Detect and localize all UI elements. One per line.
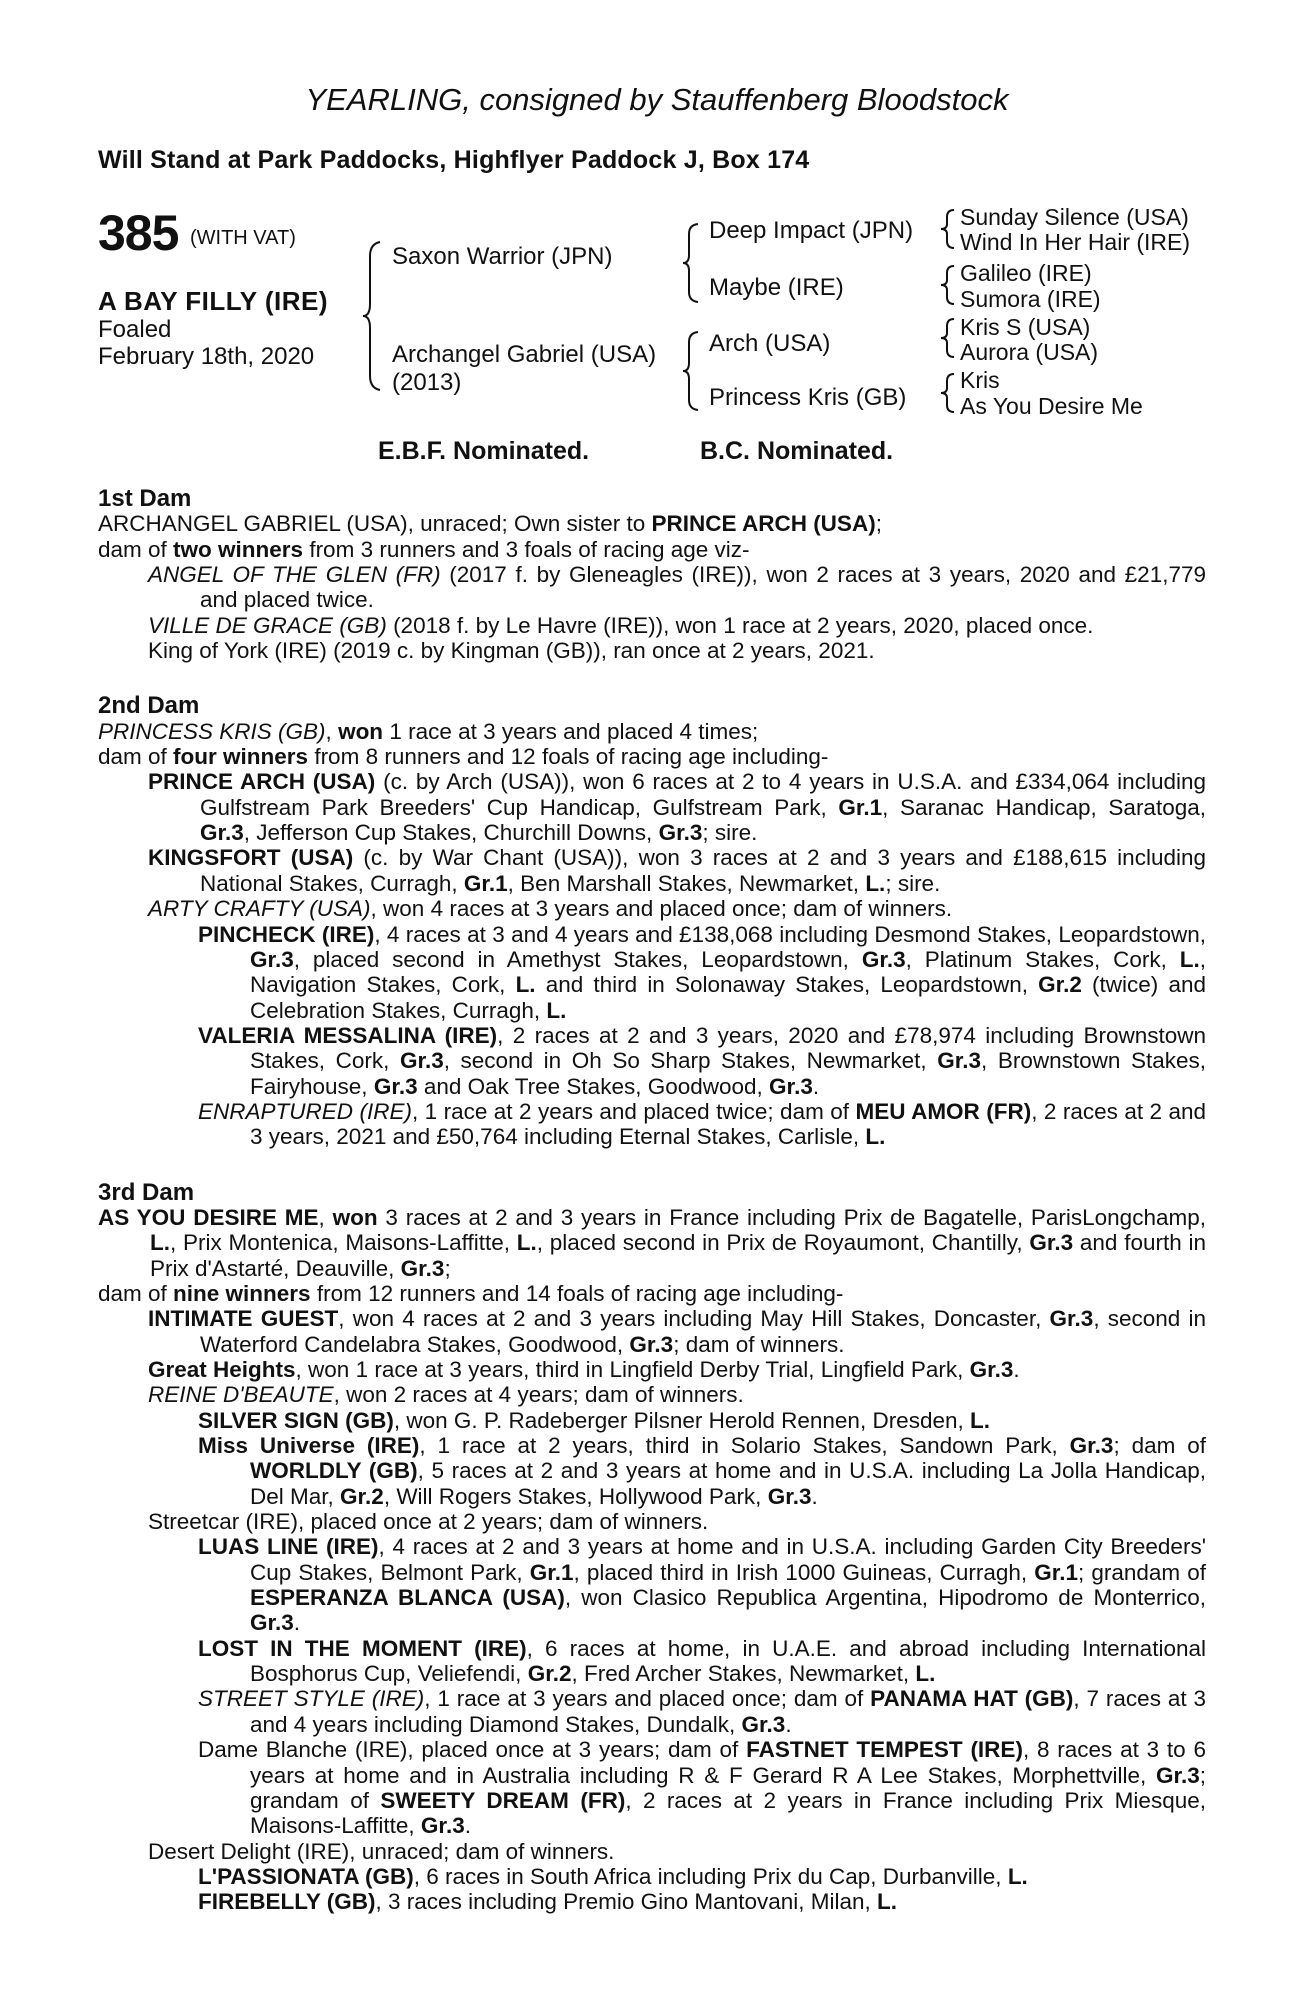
- produce-reine-dbeaute: REINE D'BEAUTE, won 2 races at 4 years; dam of winners.: [148, 1382, 744, 1408]
- produce-kingsfort: KINGSFORT (USA) (c. by War Chant (USA)), won 3 races at 2 and 3 years and £188,615 including National Stakes, Curragh, Gr.1, Ben Marshall Stakes, Newmarket, L.; sire.: [148, 845, 1207, 896]
- lot-number: 385: [98, 205, 179, 261]
- third-dam-heading: 3rd Dam: [98, 1178, 195, 1206]
- produce-arty-crafty: ARTY CRAFTY (USA), won 4 races at 3 years and placed once; dam of winners.: [148, 896, 953, 922]
- second-dam-line: PRINCESS KRIS (GB), won 1 race at 3 years and placed 4 times;: [98, 718, 759, 744]
- pedigree-brace-ss: [940, 208, 956, 250]
- pedigree-sire-dam: Maybe (IRE): [709, 274, 844, 301]
- produce-streetcar: Streetcar (IRE), placed once at 2 years; dam of winners.: [148, 1509, 709, 1535]
- lot-description: A BAY FILLY (IRE): [98, 286, 329, 316]
- vat-label: (WITH VAT): [190, 227, 296, 249]
- pedigree-dd-dam: As You Desire Me: [960, 393, 1143, 419]
- pedigree-brace-main: [362, 240, 384, 392]
- produce-valeria-messalina: VALERIA MESSALINA (IRE), 2 races at 2 and 3 years, 2020 and £78,974 including Brownstown Stakes, Cork, Gr.3, second in Oh So Sharp Stakes, Newmarket, Gr.3, Brownstown Stakes, Fairyhouse, Gr.3 and Oak Tree Stakes, Goodwood, Gr.3.: [198, 1022, 1207, 1099]
- pedigree-sd-sire: Galileo (IRE): [960, 260, 1092, 286]
- produce-dame-blanche: Dame Blanche (IRE), placed once at 3 years; dam of FASTNET TEMPEST (IRE), 8 races at 3 to 6 years at home and in Australia including R & F Gerard R A Lee Stakes, Morphettville, Gr.3; grandam of SWEETY DREAM (FR), 2 races at 2 years in France including Prix Miesque, Maisons-Laffitte, Gr.3.: [198, 1737, 1206, 1839]
- produce-great-heights: Great Heights, won 1 race at 3 years, third in Lingfield Derby Trial, Lingfield Park, Gr.3.: [148, 1357, 1020, 1382]
- pedigree-brace-dam: [682, 330, 700, 412]
- third-dam-line: AS YOU DESIRE ME, won 3 races at 2 and 3 years in France including Prix de Bagatelle, ParisLongchamp, L., Prix Montenica, Maisons-Laffitte, L., placed second in Prix de Royaumont, Chantilly, Gr.3 and fourth in Prix d'Astarté, Deauville, Gr.3;: [98, 1204, 1206, 1281]
- pedigree-sire: Saxon Warrior (JPN): [392, 243, 613, 270]
- produce-firebelly: FIREBELLY (GB), 3 races including Premio Gino Mantovani, Milan, L.: [198, 1889, 898, 1915]
- pedigree-ds-dam: Aurora (USA): [960, 339, 1099, 365]
- pedigree-dam-sire: Arch (USA): [709, 330, 831, 357]
- pedigree-ds-sire: Kris S (USA): [960, 314, 1091, 340]
- catalogue-body: [98, 486, 1206, 1915]
- produce-miss-universe: Miss Universe (IRE), 1 race at 2 years, third in Solario Stakes, Sandown Park, Gr.3; dam of WORLDLY (GB), 5 races at 2 and 3 years at home and in U.S.A. including La Jolla Handicap, Del Mar, Gr.2, Will Rogers Stakes, Hollywood Park, Gr.3.: [198, 1433, 1207, 1509]
- pedigree-ss-sire: Sunday Silence (USA): [960, 204, 1189, 230]
- second-dam-heading: 2nd Dam: [98, 692, 200, 720]
- pedigree-brace-ds: [940, 317, 956, 359]
- pedigree-sd-dam: Sumora (IRE): [960, 286, 1101, 312]
- produce-intimate-guest: INTIMATE GUEST, won 4 races at 2 and 3 years including May Hill Stakes, Doncaster, Gr.3, second in Waterford Candelabra Stakes, Goodwood, Gr.3; dam of winners.: [148, 1306, 1207, 1357]
- second-dam-produce-summary: dam of four winners from 8 runners and 12 foals of racing age including-: [98, 744, 829, 770]
- produce-luas-line: LUAS LINE (IRE), 4 races at 2 and 3 years at home and in U.S.A. including Garden City Breeders' Cup Stakes, Belmont Park, Gr.1, placed third in Irish 1000 Guineas, Curragh, Gr.1; grandam of ESPERANZA BLANCA (USA), won Clasico Republica Argentina, Hipodromo de Monterrico, Gr.3.: [198, 1534, 1207, 1636]
- first-dam-heading: 1st Dam: [98, 485, 192, 512]
- pedigree-brace-dd: [940, 372, 956, 414]
- produce-prince-arch: PRINCE ARCH (USA) (c. by Arch (USA)), won 6 races at 2 to 4 years in U.S.A. and £334,064 including Gulfstream Park Breeders' Cup Handicap, Gulfstream Park, Gr.1, Saranac Handicap, Saratoga, Gr.3, Jefferson Cup Stakes, Churchill Downs, Gr.3; sire.: [148, 769, 1207, 846]
- produce-angel-of-the-glen: ANGEL OF THE GLEN (FR) (2017 f. by Gleneagles (IRE)), won 2 races at 3 years, 2020 and £21,779 and placed twice.: [148, 562, 1206, 613]
- catalogue-heading: YEARLING, consigned by Stauffenberg Bloodstock: [305, 82, 1009, 117]
- first-dam-line: ARCHANGEL GABRIEL (USA), unraced; Own sister to PRINCE ARCH (USA);: [98, 511, 882, 537]
- produce-lpassionata: L'PASSIONATA (GB), 6 races in South Africa including Prix du Cap, Durbanville, L.: [198, 1863, 1028, 1889]
- pedigree-sire-sire: Deep Impact (JPN): [709, 217, 914, 244]
- pedigree-ss-dam: Wind In Her Hair (IRE): [960, 229, 1191, 255]
- pedigree-dam-dam: Princess Kris (GB): [709, 384, 907, 411]
- first-dam-produce-summary: dam of two winners from 3 runners and 3 foals of racing age viz-: [98, 536, 750, 562]
- third-dam-produce-summary: dam of nine winners from 12 runners and 14 foals of racing age including-: [98, 1280, 844, 1306]
- produce-enraptured: ENRAPTURED (IRE), 1 race at 2 years and placed twice; dam of MEU AMOR (FR), 2 races at 2 and 3 years, 2021 and £50,764 including Eternal Stakes, Carlisle, L.: [198, 1098, 1207, 1150]
- produce-desert-delight: Desert Delight (IRE), unraced; dam of winners.: [148, 1838, 615, 1864]
- bc-nominated: B.C. Nominated.: [700, 437, 894, 465]
- pedigree-brace-sire: [682, 222, 700, 304]
- produce-king-of-york: King of York (IRE) (2019 c. by Kingman (GB)), ran once at 2 years, 2021.: [148, 638, 875, 664]
- pedigree-brace-sd: [940, 264, 956, 306]
- pedigree-dd-sire: Kris: [960, 367, 1000, 393]
- ebf-nominated: E.B.F. Nominated.: [378, 437, 590, 465]
- foaled-date: February 18th, 2020: [98, 343, 315, 370]
- pedigree-dam-year: (2013): [392, 369, 462, 396]
- produce-street-style: STREET STYLE (IRE), 1 race at 3 years and placed once; dam of PANAMA HAT (GB), 7 races at 3 and 4 years including Diamond Stakes, Dundalk, Gr.3.: [198, 1686, 1206, 1737]
- produce-pincheck: PINCHECK (IRE), 4 races at 3 and 4 years and £138,068 including Desmond Stakes, Leopardstown, Gr.3, placed second in Amethyst Stakes, Leopardstown, Gr.3, Platinum Stakes, Cork, L., Navigation Stakes, Cork, L. and third in Solonaway Stakes, Leopardstown, Gr.2 (twice) and Celebration Stakes, Curragh, L.: [198, 921, 1206, 1023]
- pedigree-dam: Archangel Gabriel (USA): [392, 341, 657, 368]
- produce-lost-in-the-moment: LOST IN THE MOMENT (IRE), 6 races at home, in U.A.E. and abroad including International Bosphorus Cup, Veliefendi, Gr.2, Fred Archer Stakes, Newmarket, L.: [198, 1635, 1206, 1687]
- foaled-label: Foaled: [98, 316, 172, 343]
- produce-ville-de-grace: VILLE DE GRACE (GB) (2018 f. by Le Havre (IRE)), won 1 race at 2 years, 2020, placed once.: [148, 612, 1094, 638]
- produce-silver-sign: SILVER SIGN (GB), won G. P. Radeberger Pilsner Herold Rennen, Dresden, L.: [198, 1407, 990, 1433]
- stand-location: Will Stand at Park Paddocks, Highflyer Paddock J, Box 174: [98, 146, 810, 174]
